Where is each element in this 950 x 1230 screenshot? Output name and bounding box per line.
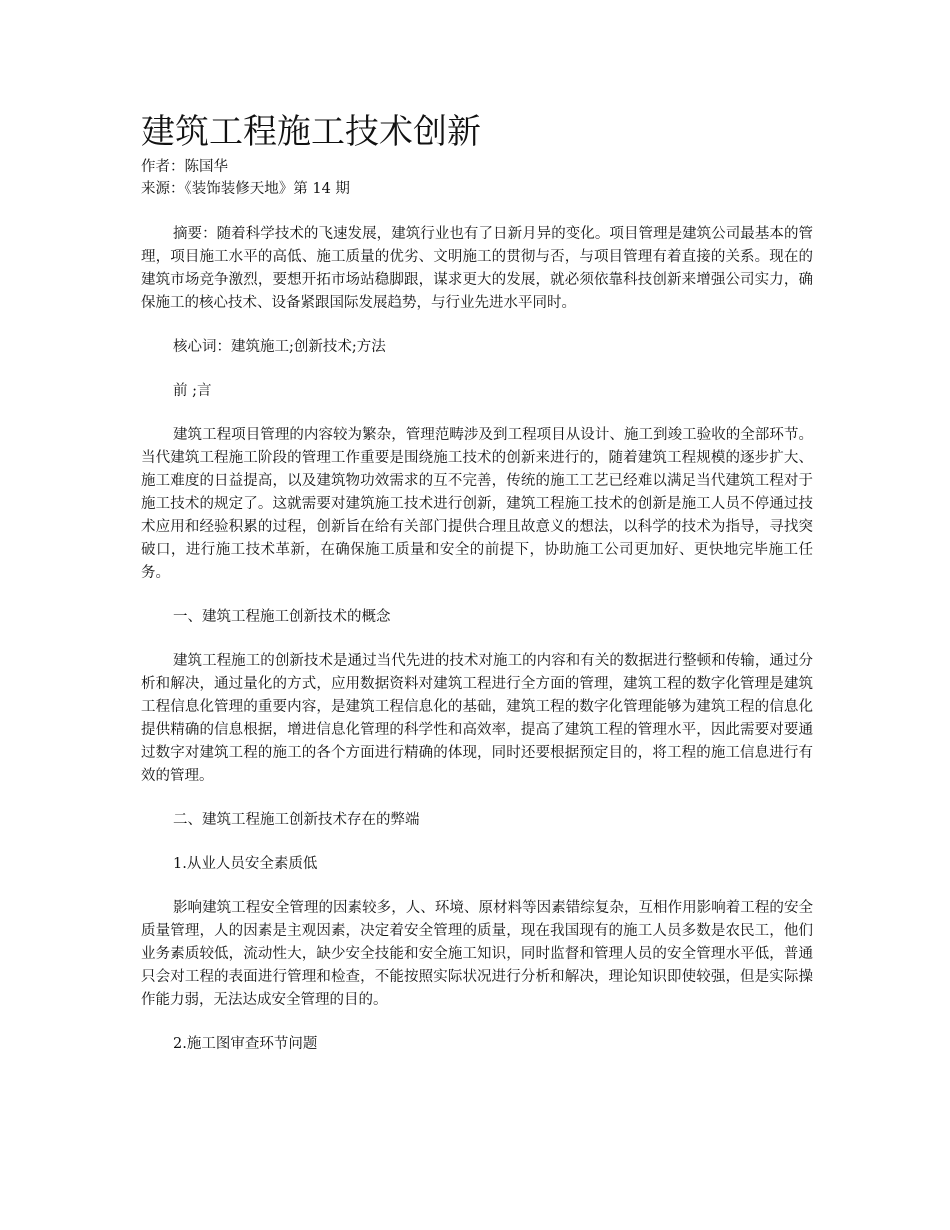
- article-source: 来源：《装饰装修天地》第 14 期: [141, 181, 350, 197]
- article-title: 建筑工程施工技术创新: [141, 112, 481, 152]
- spacer: [141, 832, 813, 853]
- subsection-1-paragraph: 影响建筑工程安全管理的因素较多，人、环境、原材料等因素错综复杂，互相作用影响着工程的安全质量管理，人的因素是主观因素，决定着安全管理的质量，现在我国现有的施工人员多数是农民工，他们业务素质较低，流动性大，缺少安全技能和安全施工知识，同时监督和管理人员的安全管理水平低，普通只会对工程的表面进行管理和检查，不能按照实际状况进行分析和解决，理论知识即使较强，但是实际操作能力弱，无法达成安全管理的目的。: [141, 900, 813, 1008]
- subsection-heading-1: 1.从业人员安全素质低: [173, 856, 318, 872]
- article-author: 作者：陈国华: [141, 159, 228, 175]
- spacer: [141, 403, 813, 424]
- section-heading-2: 二、建筑工程施工创新技术存在的弊端: [173, 812, 420, 828]
- spacer: [141, 200, 813, 223]
- spacer: [141, 359, 813, 380]
- spacer: [141, 629, 813, 650]
- section-1-paragraph: 建筑工程施工的创新技术是通过当代先进的技术对施工的内容和有关的数据进行整顿和传输，通过分析和解决，通过量化的方式，应用数据资料对建筑工程进行全方面的管理，建筑工程的数字化管理是建筑工程信息化管理的重要内容，是建筑工程信息化的基础，建筑工程的数字化管理能够为建筑工程的信息化提供精确的信息根据，增进信息化管理的科学性和高效率，提高了建筑工程的管理水平，因此需要对要通过数字对建筑工程的施工的各个方面进行精确的体现，同时还要根据预定目的，将工程的施工信息进行有效的管理。: [141, 653, 813, 784]
- subsection-heading-2: 2.施工图审查环节问题: [173, 1036, 318, 1052]
- spacer: [141, 585, 813, 606]
- preface-heading: 前 ;言: [173, 383, 212, 399]
- spacer: [141, 876, 813, 897]
- intro-paragraph: 建筑工程项目管理的内容较为繁杂，管理范畴涉及到工程项目从设计、施工到竣工验收的全部环节。当代建筑工程施工阶段的管理工作重要是围绕施工技术的创新来进行的，随着建筑工程规模的逐步扩大、施工难度的日益提高，以及建筑物功效需求的互不完善，传统的施工工艺已经难以满足当代建筑工程对于施工技术的规定了。这就需要对建筑施工技术进行创新，建筑工程施工技术的创新是施工人员不停通过技术应用和经验积累的过程，创新旨在给有关部门提供合理且故意义的想法，以科学的技术为指导，寻找突破口，进行施工技术革新，在确保施工质量和安全的前提下，协助施工公司更加好、更快地完毕施工任务。: [141, 427, 813, 581]
- keywords-line: 核心词：建筑施工;创新技术;方法: [173, 339, 386, 355]
- abstract-paragraph: 摘要：随着科学技术的飞速发展，建筑行业也有了日新月异的变化。项目管理是建筑公司最基本的管理，项目施工水平的高低、施工质量的优劣、文明施工的贯彻与否，与项目管理有着直接的关系。现在的建筑市场竞争激烈，要想开拓市场站稳脚跟，谋求更大的发展，就必须依靠科技创新来增强公司实力，确保施工的核心技术、设备紧跟国际发展趋势，与行业先进水平同时。: [141, 226, 813, 311]
- spacer: [141, 788, 813, 809]
- section-heading-1: 一、建筑工程施工创新技术的概念: [173, 609, 391, 625]
- spacer: [141, 315, 813, 336]
- document-page: [141, 108, 813, 1056]
- spacer: [141, 1012, 813, 1033]
